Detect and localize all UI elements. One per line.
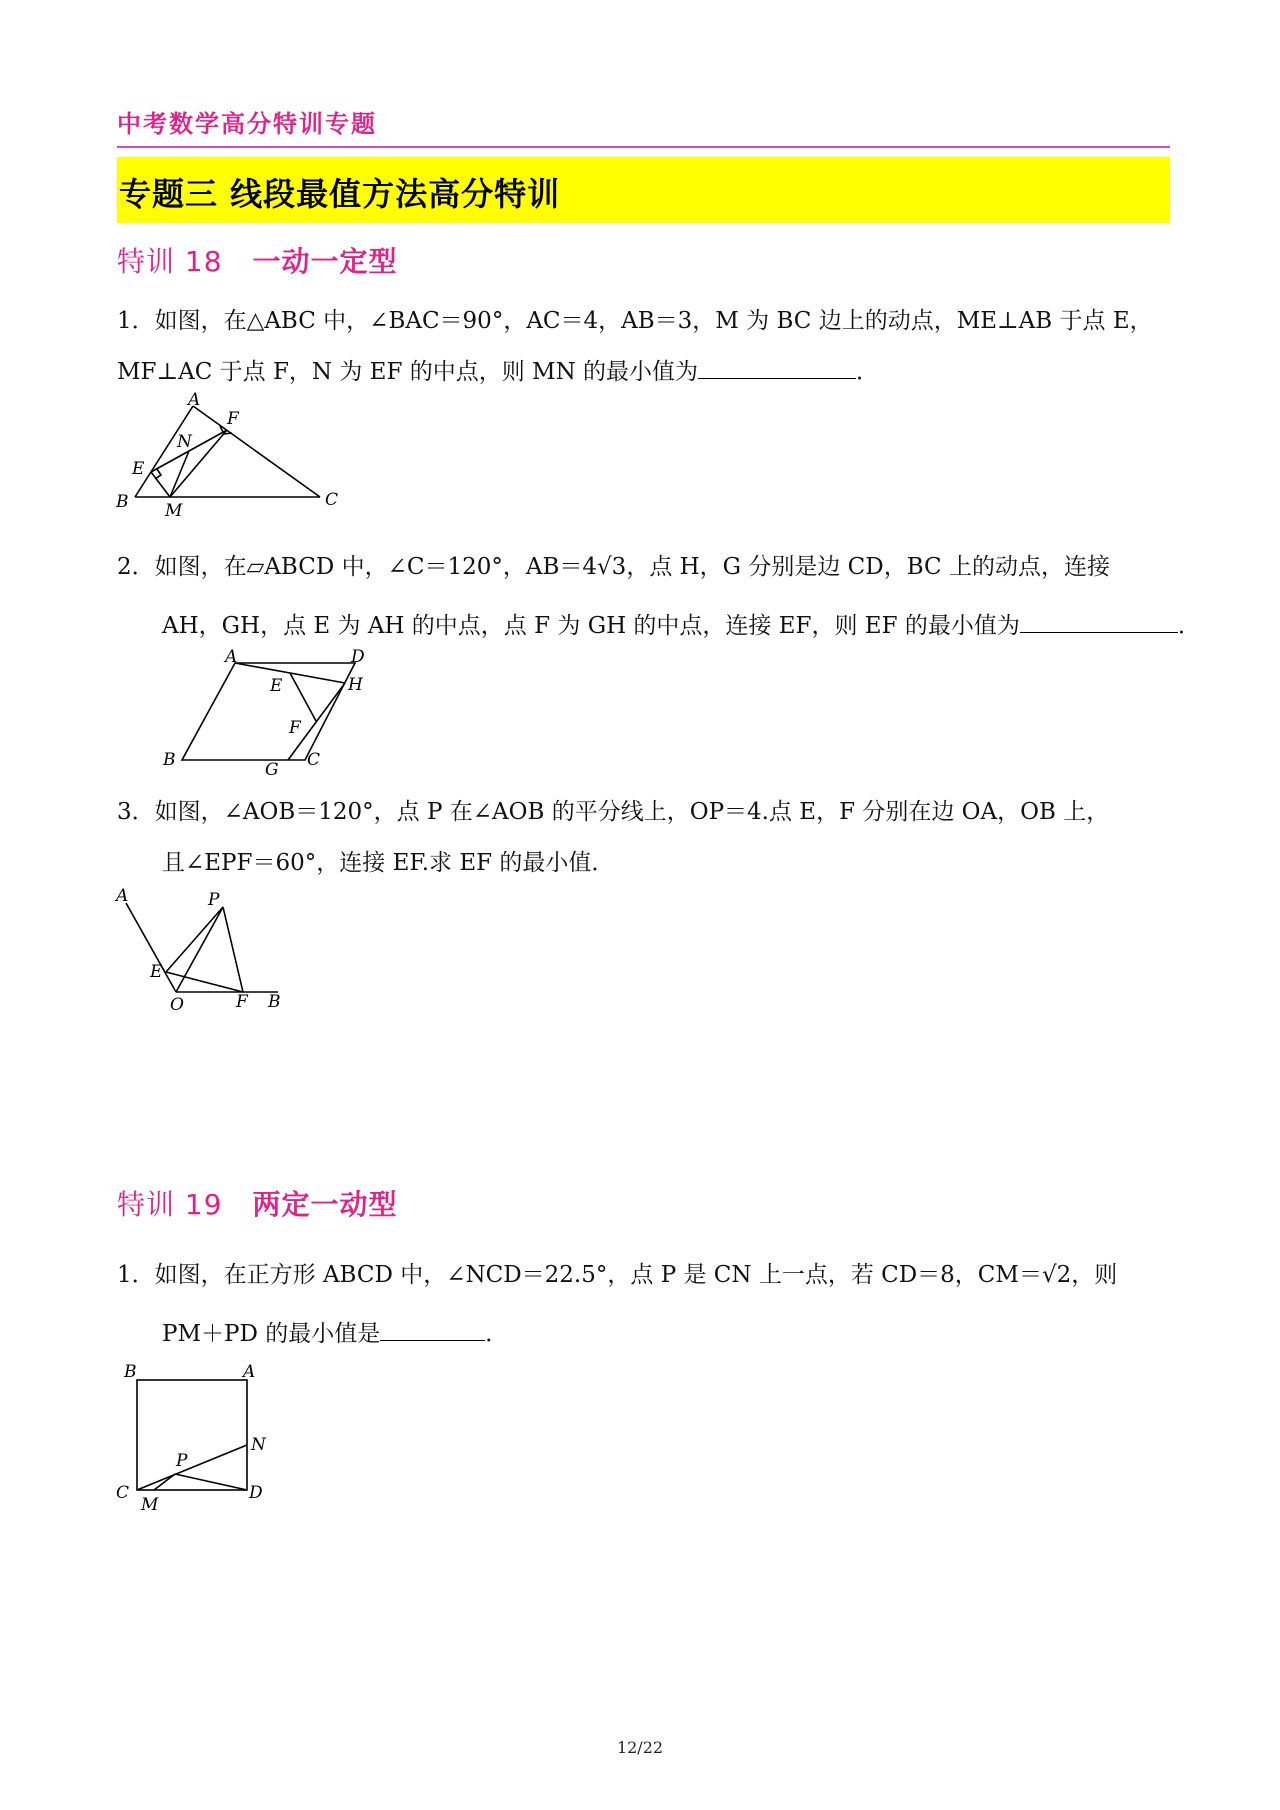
- figure-angle-aob: [108, 885, 298, 1010]
- segment-ac: [193, 406, 320, 497]
- label-a: A: [225, 647, 238, 667]
- period: ．: [485, 1321, 509, 1347]
- answer-blank[interactable]: [1020, 610, 1178, 633]
- label-p: P: [176, 1451, 188, 1471]
- section-number: 特训 19: [117, 1188, 223, 1221]
- problem-2-line-2: [162, 607, 1201, 640]
- problem-4-line-2: [162, 1315, 508, 1348]
- label-e: E: [150, 962, 163, 982]
- segment-pe: [166, 907, 223, 972]
- segment-op: [176, 907, 223, 992]
- label-m: M: [141, 1495, 159, 1515]
- label-b: B: [163, 750, 176, 770]
- label-f: F: [227, 409, 239, 429]
- problem-4-text: PM＋PD 的最小值是: [162, 1321, 381, 1347]
- problem-2-line-1: 2．如图，在▱ABCD 中，∠C＝120°，AB＝4√3，点 H，G 分别是边 CD，BC 上的动点，连接: [117, 554, 1110, 580]
- segment-mn: [170, 451, 189, 497]
- label-e: E: [132, 459, 145, 479]
- problem-4-line-1: 1．如图，在正方形 ABCD 中，∠NCD＝22.5°，点 P 是 CN 上一点，若 CD＝8，CM＝√2，则: [117, 1262, 1118, 1288]
- section-number: 特训 18: [117, 245, 223, 278]
- problem-3-line-1: 3．如图，∠AOB＝120°，点 P 在∠AOB 的平分线上，OP＝4.点 E，F 分别在边 OA，OB 上，: [117, 799, 1110, 825]
- header-title: 中考数学高分特训专题: [117, 109, 377, 138]
- label-h: H: [348, 675, 363, 695]
- figure-square-abcd: [108, 1355, 288, 1525]
- parallelogram-abcd: [182, 663, 355, 760]
- answer-blank[interactable]: [380, 1318, 485, 1341]
- header-rule: [117, 146, 1170, 148]
- period: ．: [1177, 613, 1201, 639]
- label-a: A: [243, 1362, 256, 1382]
- segment-cn: [137, 1445, 247, 1490]
- segment-ef: [290, 673, 316, 721]
- label-d: D: [249, 1483, 263, 1503]
- section-heading-18: [117, 240, 398, 280]
- label-c: C: [116, 1483, 130, 1503]
- period: ．: [856, 359, 880, 385]
- section-heading-19: [117, 1183, 398, 1223]
- segment-pf: [223, 907, 243, 992]
- right-angle-mark-e: [155, 469, 161, 479]
- page-number: 12/22: [616, 1738, 664, 1757]
- label-m: M: [165, 501, 183, 521]
- label-n: N: [251, 1435, 266, 1455]
- label-n: N: [177, 432, 192, 452]
- label-e: E: [270, 676, 283, 696]
- figure-triangle-abc: [110, 392, 350, 522]
- label-c: C: [307, 750, 321, 770]
- label-b: B: [124, 1362, 137, 1382]
- banner-title: 专题三 线段最值方法高分特训: [119, 175, 561, 213]
- label-a: A: [188, 392, 201, 410]
- problem-1-line-2: [117, 353, 879, 386]
- problem-1-text: MF⊥AC 于点 F，N 为 EF 的中点，则 MN 的最小值为: [117, 359, 699, 385]
- section-title: 两定一动型: [252, 1188, 398, 1221]
- segment-pd: [175, 1474, 247, 1490]
- label-d: D: [351, 647, 365, 667]
- answer-blank[interactable]: [698, 356, 856, 379]
- problem-2-text: AH，GH，点 E 为 AH 的中点，点 F 为 GH 的中点，连接 EF，则 EF 的最小值为: [162, 613, 1020, 639]
- label-c: C: [325, 490, 339, 510]
- label-f: F: [236, 992, 248, 1010]
- problem-1-line-1: 1．如图，在△ABC 中，∠BAC＝90°，AC＝4，AB＝3，M 为 BC 边上的动点，ME⊥AB 于点 E，: [117, 308, 1153, 334]
- label-p: P: [208, 890, 220, 910]
- label-f: F: [289, 718, 301, 738]
- label-g: G: [265, 760, 279, 780]
- label-b: B: [116, 492, 129, 512]
- label-o: O: [170, 995, 184, 1010]
- figure-parallelogram-abcd: [155, 645, 395, 780]
- section-title: 一动一定型: [252, 245, 398, 278]
- label-b: B: [268, 992, 281, 1010]
- square-abcd: [137, 1380, 247, 1490]
- topic-banner: [117, 157, 1170, 223]
- problem-3-line-2: 且∠EPF＝60°，连接 EF.求 EF 的最小值．: [162, 850, 615, 876]
- label-a: A: [116, 886, 129, 906]
